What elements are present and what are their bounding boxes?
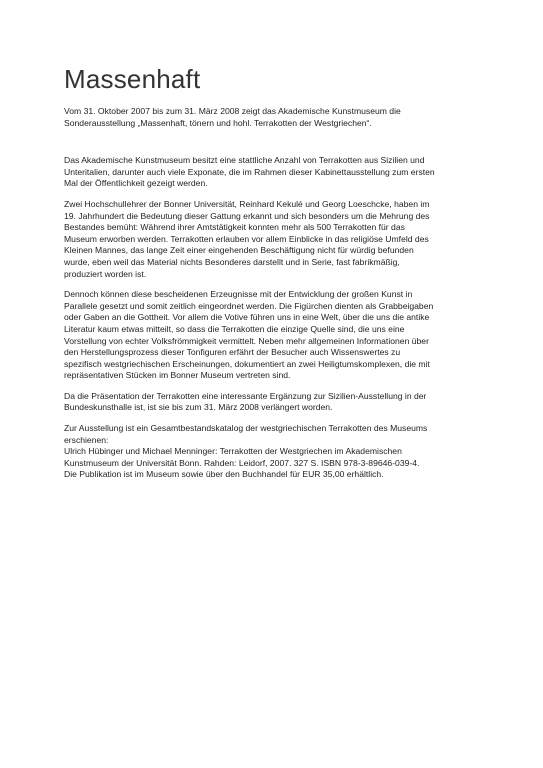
text-line: Bundeskunsthalle ist, ist sie bis zum 31. März 2008 verlängert worden. [64,402,333,413]
text-line: Bestandes bemüht: Während ihrer Amtstätigkeit konnten mehr als 500 Terrakotten für das [64,222,405,233]
text-line: oder Gaben an die Gottheit. Vor allem die Votive führen uns in eine Welt, über die uns die antike [64,312,430,323]
body-paragraph [64,155,484,190]
text-line: Literatur kaum etwas mitteilt, so dass die Terrakotten die einzige Quelle sind, die uns eine [64,323,405,334]
text-line: Die Publikation ist im Museum sowie über den Buchhandel für EUR 35,00 erhältlich. [64,469,384,480]
document-page [64,62,484,481]
body-paragraph [64,199,484,280]
text-line: Zur Ausstellung ist ein Gesamtbestandskatalog der westgriechischen Terrakotten des Museums [64,423,428,434]
body-paragraph [64,289,484,382]
text-line: Museum erworben werden. Terrakotten erlauben vor allem Einblicke in das religiöse Umfeld des [64,233,429,244]
citation-line: Ulrich Hübinger und Michael Menninger: Terrakotten der Westgriechen im Akademischen [64,446,402,457]
text-line: wurde, eben weil das Material nichts Besonderes darstellt und in Serie, fast fabrikmäßig, [64,256,400,267]
text-line: Dennoch können diese bescheidenen Erzeugnisse mit der Entwicklung der großen Kunst in [64,289,413,300]
text-line: Mal der Öffentlichkeit gezeigt werden. [64,178,208,189]
body-paragraph [64,391,484,414]
text-line: repräsentativen Stücken im Bonner Museum vertreten sind. [64,370,291,381]
text-line: Unteritalien, darunter auch viele Exponate, die im Rahmen dieser Kabinettausstellung zum ersten [64,166,435,177]
page-title: Massenhaft [64,64,201,94]
text-line: Da die Präsentation der Terrakotten eine interessante Ergänzung zur Sizilien-Ausstellung in der [64,390,427,401]
text-line: spezifisch westgriechischen Erscheinungen, dokumentiert an zwei Heiligtumskomplexen, die mit [64,358,430,369]
text-line: 19. Jahrhundert die Bedeutung dieser Gattung erkannt und sich besonders um die Mehrung des [64,210,430,221]
text-line: Das Akademische Kunstmuseum besitzt eine stattliche Anzahl von Terrakotten aus Sizilien und [64,155,425,166]
text-line: Vom 31. Oktober 2007 bis zum 31. März 2008 zeigt das Akademische Kunstmuseum die [64,106,401,116]
text-line: Zwei Hochschullehrer der Bonner Universität, Reinhard Kekulé und Georg Loeschcke, haben im [64,198,430,209]
text-line: Vorstellung von echter Volksfrömmigkeit vermittelt. Neben mehr allgemeinen Informationen über [64,335,429,346]
publication-paragraph [64,423,484,481]
text-line: erschienen: [64,434,109,445]
intro-paragraph [64,106,484,129]
text-line: Kleinen Mannes, das lange Zeit einer eingehenden Beschäftigung nicht für würdig befunden [64,245,414,256]
text-line: Parallele gesetzt und somit zeitlich eingeordnet werden. Die Figürchen dienten als Grabbeigaben [64,300,434,311]
text-line: den Herstellungsprozess dieser Tonfiguren erfährt der Besucher auch Wissenswertes zu [64,347,401,358]
text-line: Sonderausstellung „Massenhaft, tönern und hohl. Terrakotten der Westgriechen“. [64,117,372,128]
citation-line: Kunstmuseum der Universität Bonn. Rahden: Leidorf, 2007. 327 S. ISBN 978-3-89646-039-4. [64,457,420,468]
text-line: produziert worden ist. [64,268,147,279]
